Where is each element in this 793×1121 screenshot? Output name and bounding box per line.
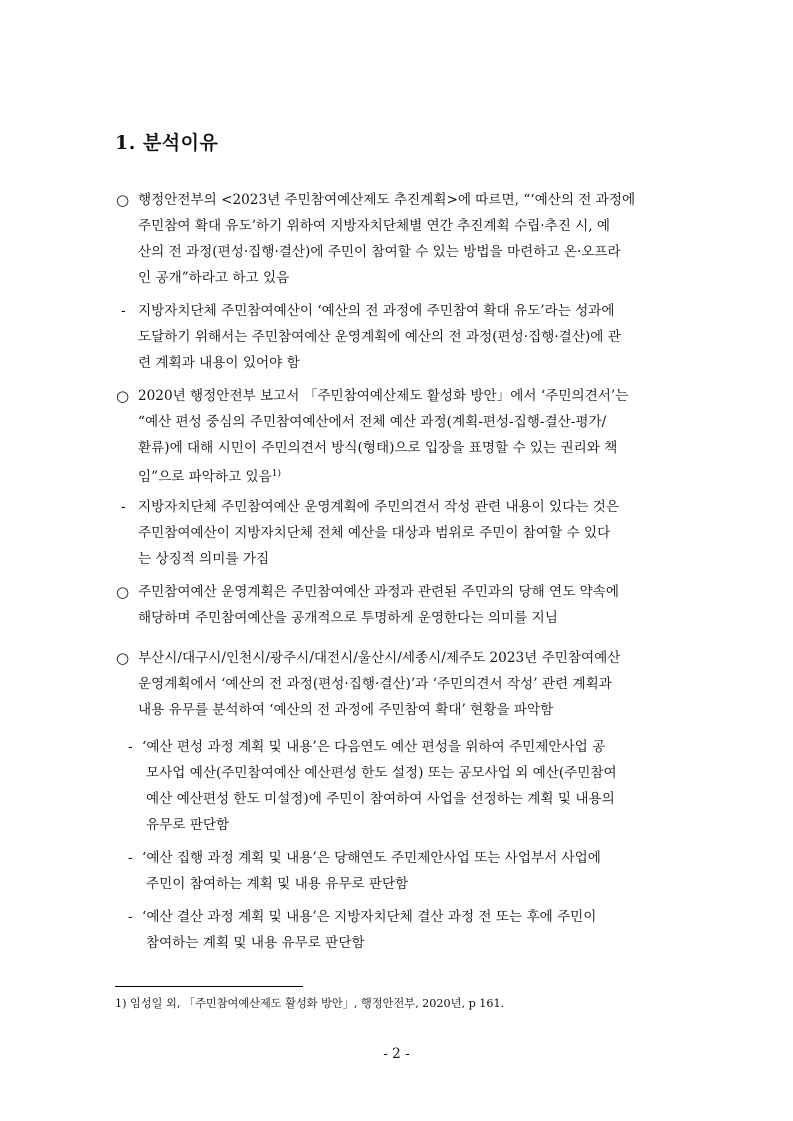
text-line: 주민참여예산이 지방자치단체 전체 예산을 대상과 범위로 주민이 참여할 수 있다 — [138, 525, 611, 541]
circle-bullet: ○ — [116, 583, 130, 601]
text-line: 운영계획에서 ‘예산의 전 과정(편성·집행·결산)’과 ‘주민의견서 작성’ 관련 계획과 — [138, 676, 612, 692]
text-line: 주민이 참여하는 계획 및 내용 유무로 판단함 — [146, 876, 409, 892]
text-line: 2020년 행정안전부 보고서 「주민참여예산제도 활성화 방안」에서 ‘주민의견서’는 — [138, 388, 629, 404]
text-line: 해당하며 주민참여예산을 공개적으로 투명하게 운영한다는 의미를 지님 — [138, 610, 558, 626]
text-line: ‘예산 편성 과정 계획 및 내용’은 다음연도 예산 편성을 위하여 주민제안사업 공 — [142, 739, 606, 755]
text-line: 인 공개”하라고 하고 있음 — [138, 270, 290, 286]
text-line: 는 상징적 의미를 가짐 — [138, 551, 270, 567]
dash-bullet: - — [128, 739, 133, 755]
text-line: 모사업 예산(주민참여예산 예산편성 한도 설정) 또는 공모사업 외 예산(주민참여 — [146, 765, 617, 781]
circle-bullet: ○ — [116, 191, 130, 209]
text-line: 산의 전 과정(편성·집행·결산)에 주민이 참여할 수 있는 방법을 마련하고 온·오프라 — [138, 244, 621, 260]
text-line: 유무로 판단함 — [146, 817, 230, 833]
text-line: “예산 편성 중심의 주민참여예산에서 전체 예산 과정(계획-편성-집행-결산-평가/ — [138, 414, 607, 430]
footnote-reference[interactable]: 1) — [271, 469, 282, 479]
circle-bullet: ○ — [116, 387, 130, 405]
text-line: 참여하는 계획 및 내용 유무로 판단함 — [146, 935, 365, 951]
text-line: 주민참여예산 운영계획은 주민참여예산 과정과 관련된 주민과의 당해 연도 약속에 — [138, 584, 620, 600]
text-line-body: 임”으로 파악하고 있음 — [138, 469, 272, 485]
footnote: 1) 임성일 외, 「주민참여예산제도 활성화 방안」, 행정안전부, 2020년, p 161. — [115, 997, 505, 1010]
page-number: - 2 - — [383, 1046, 410, 1062]
dash-bullet: - — [128, 850, 133, 866]
text-line: ‘예산 결산 과정 계획 및 내용’은 지방자치단체 결산 과정 전 또는 후에 주민이 — [142, 909, 597, 925]
text-line: 부산시/대구시/인천시/광주시/대전시/울산시/세종시/제주도 2023년 주민참여예산 — [138, 650, 621, 666]
text-line: 지방자치단체 주민참여예산 운영계획에 주민의견서 작성 관련 내용이 있다는 것은 — [138, 499, 620, 515]
text-line: 내용 유무를 분석하여 ‘예산의 전 과정에 주민참여 확대’ 현황을 파악함 — [138, 702, 554, 718]
text-line: 행정안전부의 <2023년 주민참여예산제도 추진계획>에 따르면, “‘예산의 전 과정에 — [138, 192, 636, 208]
text-line — [138, 464, 281, 484]
footnote-divider — [115, 986, 303, 987]
dash-bullet: - — [121, 499, 126, 515]
text-line: ‘예산 집행 과정 계획 및 내용’은 당해연도 주민제안사업 또는 사업부서 사업에 — [142, 850, 601, 866]
text-line: 환류)에 대해 시민이 주민의견서 방식(형태)으로 입장을 표명할 수 있는 권리와 책 — [138, 440, 618, 456]
dash-bullet: - — [121, 303, 126, 319]
text-line: 예산 예산편성 한도 미설정)에 주민이 참여하여 사업을 선정하는 계획 및 내용의 — [146, 791, 615, 807]
dash-bullet: - — [128, 909, 133, 925]
text-line: 련 계획과 내용이 있어야 함 — [138, 355, 300, 371]
circle-bullet: ○ — [116, 649, 130, 667]
page-title: 1. 분석이유 — [115, 132, 219, 154]
text-line: 지방자치단체 주민참여예산이 ‘예산의 전 과정에 주민참여 확대 유도’라는 성과에 — [138, 303, 615, 319]
text-line: 도달하기 위해서는 주민참여예산 운영계획에 예산의 전 과정(편성·집행·결산)에 관 — [138, 329, 621, 345]
text-line: 주민참여 확대 유도’하기 위하여 지방자치단체별 연간 추진계획 수립·추진 시, 예 — [138, 218, 611, 234]
